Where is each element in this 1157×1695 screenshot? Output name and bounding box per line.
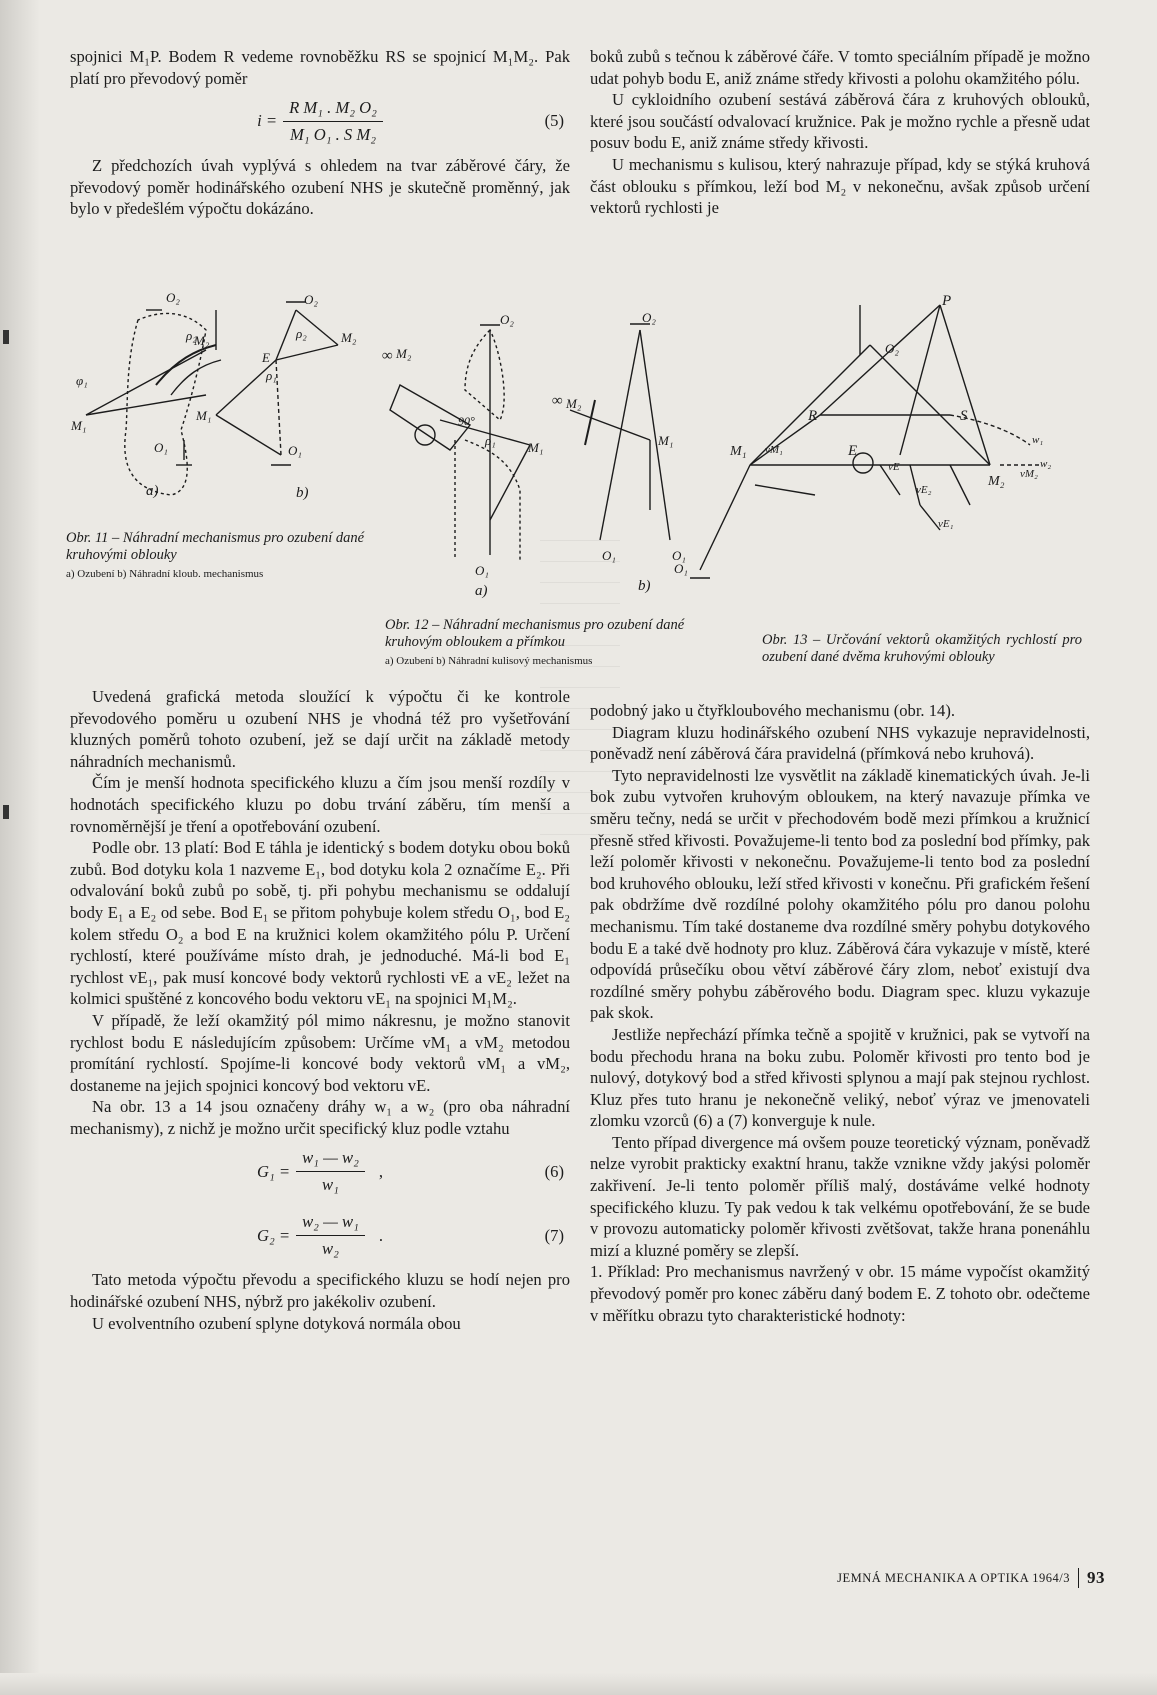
fig11-label: M₂ (194, 333, 210, 348)
paragraph: U cykloidního ozubení sestává záběrová čára z kruhových oblouků, které jsou součástí odvalovací kružnice. Pak je možno rychle a přesně udat posuv bodu E, aniž známe středy křivosti. (590, 90, 1090, 153)
fig11-label: ρ₁ (266, 368, 277, 383)
paragraph: Tato metoda výpočtu převodu a specifického kluzu se hodí nejen pro hodinářské ozubení NHS, nýbrž pro jakékoliv ozubení. (70, 1270, 570, 1312)
fig12-label: a) (475, 583, 488, 599)
equation-number: (6) (544, 1161, 564, 1181)
fig11-label: O₂ (304, 292, 318, 307)
numerator: w₂ — w₁ (296, 1211, 365, 1236)
fig13-label: vE₁ (938, 518, 954, 530)
figure-11-caption (66, 530, 376, 583)
paragraph: V případě, že leží okamžitý pól mimo nákresnu, je možno stanovit rychlost bodu E následujícím způsobem: Určíme vM₁ a vM₂ metodou promítání rychlostí. Spojíme-li koncové body vektorů vM₁ a vM₂, dostaneme na jejich spojnici koncový bod vektoru vE. (70, 1010, 570, 1095)
page-number: 93 (1078, 1568, 1105, 1588)
fig12-label: O₂ (500, 312, 514, 327)
equation-6 (70, 1141, 570, 1201)
fig11-label: φ₁ (76, 373, 88, 388)
equation-number: (7) (544, 1225, 564, 1245)
figure-13-caption (762, 632, 1082, 666)
fig11-label: a) (146, 483, 159, 499)
paragraph: Podle obr. 13 platí: Bod E táhla je identický s bodem dotyku obou boků zubů. Bod dotyku kola 1 nazveme E₁, bod dotyku kola 2 označíme E₂. Při odvalování boků zubů po sobě, tj. při pohybu mechanismu se oddalují body E₁ a E₂ od sebe. Bod E₁ se přitom pohybuje kolem středu O₁, bod E₂ kolem středu O₂ a bod E na kružnici kolem okamžitého pólu P. Určení rychlostí, které používáme místo drah, je jednoduché. Má-li bod E₁ rychlost vE₁, pak musí koncové body vektorů rychlosti vE a vE₂ ležet na kolmici spuštěné z koncového bodu vektoru vE₁ na spojnici M₁M₂. (70, 838, 570, 1009)
equation-5 (70, 91, 570, 151)
fig13-label: E (848, 443, 858, 459)
paragraph: Tento případ divergence má ovšem pouze teoretický význam, poněvadž nelze vyrobit prakticky exaktní hranu, takže vznikne vždy jakýsi poloměr zakřivení. Je-li tento poloměr příliš malý, dostáváme velké hodnoty specifického kluzu. Ty pak vedou k tak velkému opotřebování, že se bude v provozu automaticky poloměr křivosti zvětšovat, takže hrana ponenáhlu mizí a kluzné poměry se zlepší. (590, 1132, 1090, 1260)
fraction (296, 1211, 365, 1259)
equation-lhs: G₁ = (257, 1161, 291, 1181)
fig12-label: ∞ (552, 393, 563, 409)
fig13-label: O₂ (885, 341, 899, 356)
binding-mark (3, 330, 9, 344)
fig13-label: w₁ (1032, 434, 1044, 446)
paragraph: podobný jako u čtyřkloubového mechanismu (obr. 14). (590, 701, 955, 720)
fig13-label: vE (888, 461, 900, 473)
figure-11-drawing (66, 290, 376, 525)
caption-sub: a) Ozubení b) Náhradní kloub. mechanismus (66, 568, 264, 580)
fig12-label: M₁ (528, 440, 544, 455)
fig12-label: M₂ (396, 346, 412, 361)
figure-13-drawing (674, 293, 1060, 605)
fig13-label: vE₂ (916, 484, 932, 496)
equation-lhs: i = (257, 111, 278, 131)
right-column-top (590, 46, 1090, 219)
denominator: w₁ (322, 1174, 339, 1194)
fig11-label: E (262, 350, 270, 365)
fraction (283, 97, 383, 145)
fig11-label: M₁ (196, 408, 212, 423)
numerator: R M₁ . M₂ O₂ (283, 97, 383, 122)
left-column-bottom (70, 686, 570, 1334)
numerator: w₁ — w₂ (296, 1147, 365, 1172)
fig12-label: M₂ (566, 396, 582, 411)
fig12-label: O₁ (672, 548, 686, 563)
paragraph: Diagram kluzu hodinářského ozubení NHS vykazuje nepravidelnosti, poněvadž není záběrová čára pravidelná (přímková nebo kruhová). (590, 722, 1090, 764)
fig13-label: R (808, 408, 818, 424)
paragraph: Z předchozích úvah vyplývá s ohledem na tvar záběrové čáry, že převodový poměr hodinářského ozubení NHS je skutečně proměnný, jak bylo v předešlém výpočtu dokázáno. (70, 156, 570, 219)
paragraph: Uvedená grafická metoda sloužící k výpočtu či ke kontrole převodového poměru u ozubení NHS je vhodná též pro vyšetřování kluzných poměrů tohoto ozubení, jež se dají určit na základě metody náhradních mechanismů. (70, 687, 570, 771)
fig13-label: M₁ (730, 444, 747, 459)
paragraph: spojnici M₁P. Bodem R vedeme rovnoběžku RS se spojnicí M₁M₂. Pak platí pro převodový poměr (70, 47, 570, 88)
fraction (296, 1147, 365, 1195)
fig12-label: b) (638, 578, 651, 594)
fig11-label: ρ₂ (186, 328, 197, 343)
figure-12-caption (385, 617, 685, 670)
fig12-label: 90° (458, 414, 475, 428)
fig12-label: ρ₁ (485, 433, 496, 448)
caption-text: Obr. 13 – Určování vektorů okamžitých rychlostí pro ozubení dané dvěma kruhovými oblouky (762, 632, 1082, 665)
fig13-label: w₂ (1040, 458, 1052, 470)
fig12-label: ∞ (382, 348, 393, 364)
caption-text: Obr. 12 – Náhradní mechanismus pro ozubení dané kruhovým obloukem a přímkou (385, 617, 685, 650)
paragraph: Jestliže nepřechází přímka tečně a spojitě v kružnici, pak se vytvoří na bodu přechodu hrana na boku zubu. Poloměr křivosti pro tento bod je nulový, dotykový bod a střed křivosti splynou a mají pak stejnou rychlost. Kluz přes tuto hranu je nekonečně veliký, neboť výraz ve jmenovateli zlomku vzorců (6) a (7) konverguje k nule. (590, 1024, 1090, 1131)
fig11-label: M₁ (71, 418, 87, 433)
fig12-label: O₁ (602, 548, 616, 563)
paragraph: Čím je menší hodnota specifického kluzu a čím jsou menší rozdíly v hodnotách specifického kluzu po dobu trvání záběru, tím menší a rovnoměrnější je tření a opotřebování ozubení. (70, 773, 570, 836)
fig11-label: O₁ (154, 440, 168, 455)
equation-punct: , (378, 1161, 383, 1181)
paragraph: U mechanismu s kulisou, který nahrazuje případ, kdy se stýká kruhová část oblouku s přímkou, leží bod M₂ v nekonečnu, avšak způsob určení vektorů rychlosti je (590, 154, 1090, 218)
fig11-label: b) (296, 485, 309, 501)
caption-sub: a) Ozubení b) Náhradní kulisový mechanismus (385, 655, 593, 667)
paragraph: boků zubů s tečnou k záběrové čáře. V tomto speciálním případě je možno udat pohyb bodu E, aniž známe středy křivosti a polohu okamžitého pólu. (590, 47, 1090, 88)
journal-name: JEMNÁ MECHANIKA A OPTIKA 1964/3 (837, 1570, 1070, 1585)
right-column-bottom (590, 700, 1090, 1326)
denominator: w₂ (322, 1238, 339, 1258)
fig12-label: M₁ (658, 433, 674, 448)
paragraph: Tyto nepravidelnosti lze vysvětlit na základě kinematických úvah. Je-li bok zubu vytvořen kruhovým obloukem, na který navazuje přímka ve směru tečny, nedá se určit v přechodovém bodě mezi přímkou a kružnicí přesně střed křivosti. Považujeme-li tento bod za poslední bod přímky, pak leží poloměr křivosti v nekonečnu. Považujeme-li tento bod za poslední bod kruhového oblouku, leží střed křivosti v konečnu. Při grafickém řešení pak obdržíme dvě rozdílné polohy okamžitého pólu pro danou polohu mechanismu. Tím také dostaneme dva rozdílné směry pohybu dotykového bodu E a také dvě hodnoty pro kluz. Záběrová čára vykazuje v místě, které odpovídá průsečíku obou větví záběrové čáry zlom, neboť existují dva rozdílné směry pohybu záběrového bodu. Diagram spec. kluzu vykazuje pak skok. (590, 765, 1090, 1023)
equation-lhs: G₂ = (257, 1225, 291, 1245)
fig13-label: O₁ (674, 561, 688, 576)
paragraph: Na obr. 13 a 14 jsou označeny dráhy w₁ a w₂ (pro oba náhradní mechanismy), z nichž je možno určit specifický kluz podle vztahu (70, 1097, 570, 1138)
fig13-label: M₂ (988, 474, 1005, 489)
fig12-label: O₁ (475, 563, 489, 578)
fig13-label: vM₁ (765, 444, 783, 456)
fig13-label: S (960, 408, 968, 424)
page-edge-shadow (0, 0, 40, 1695)
denominator: M₁ O₁ . S M₂ (289, 124, 376, 144)
equation-7 (70, 1205, 570, 1265)
fig13-label: P (942, 293, 952, 309)
page-bottom-shadow (0, 1673, 1157, 1695)
page-footer (837, 1568, 1105, 1588)
fig11-label: O₂ (166, 290, 180, 305)
fig11-label: O₁ (288, 443, 302, 458)
fig12-label: O₂ (642, 310, 656, 325)
fig11-label: ρ₂ (296, 326, 307, 341)
fig11-label: M₂ (341, 330, 357, 345)
equation-punct: . (378, 1225, 383, 1245)
caption-text: Obr. 11 – Náhradní mechanismus pro ozubení dané kruhovými oblouky (66, 530, 365, 563)
left-column-top (70, 46, 570, 220)
paragraph: 1. Příklad: Pro mechanismus navržený v obr. 15 máme vypočíst okamžitý převodový poměr pro konec záběru daný bodem E. Z tohoto obr. odečteme v měřítku obrazu tyto charakteristické hodnoty: (590, 1262, 1090, 1325)
equation-number: (5) (544, 111, 564, 131)
fig13-label: vM₂ (1020, 468, 1038, 480)
paragraph: U evolventního ozubení splyne dotyková normála obou (92, 1313, 461, 1333)
binding-mark (3, 805, 9, 819)
